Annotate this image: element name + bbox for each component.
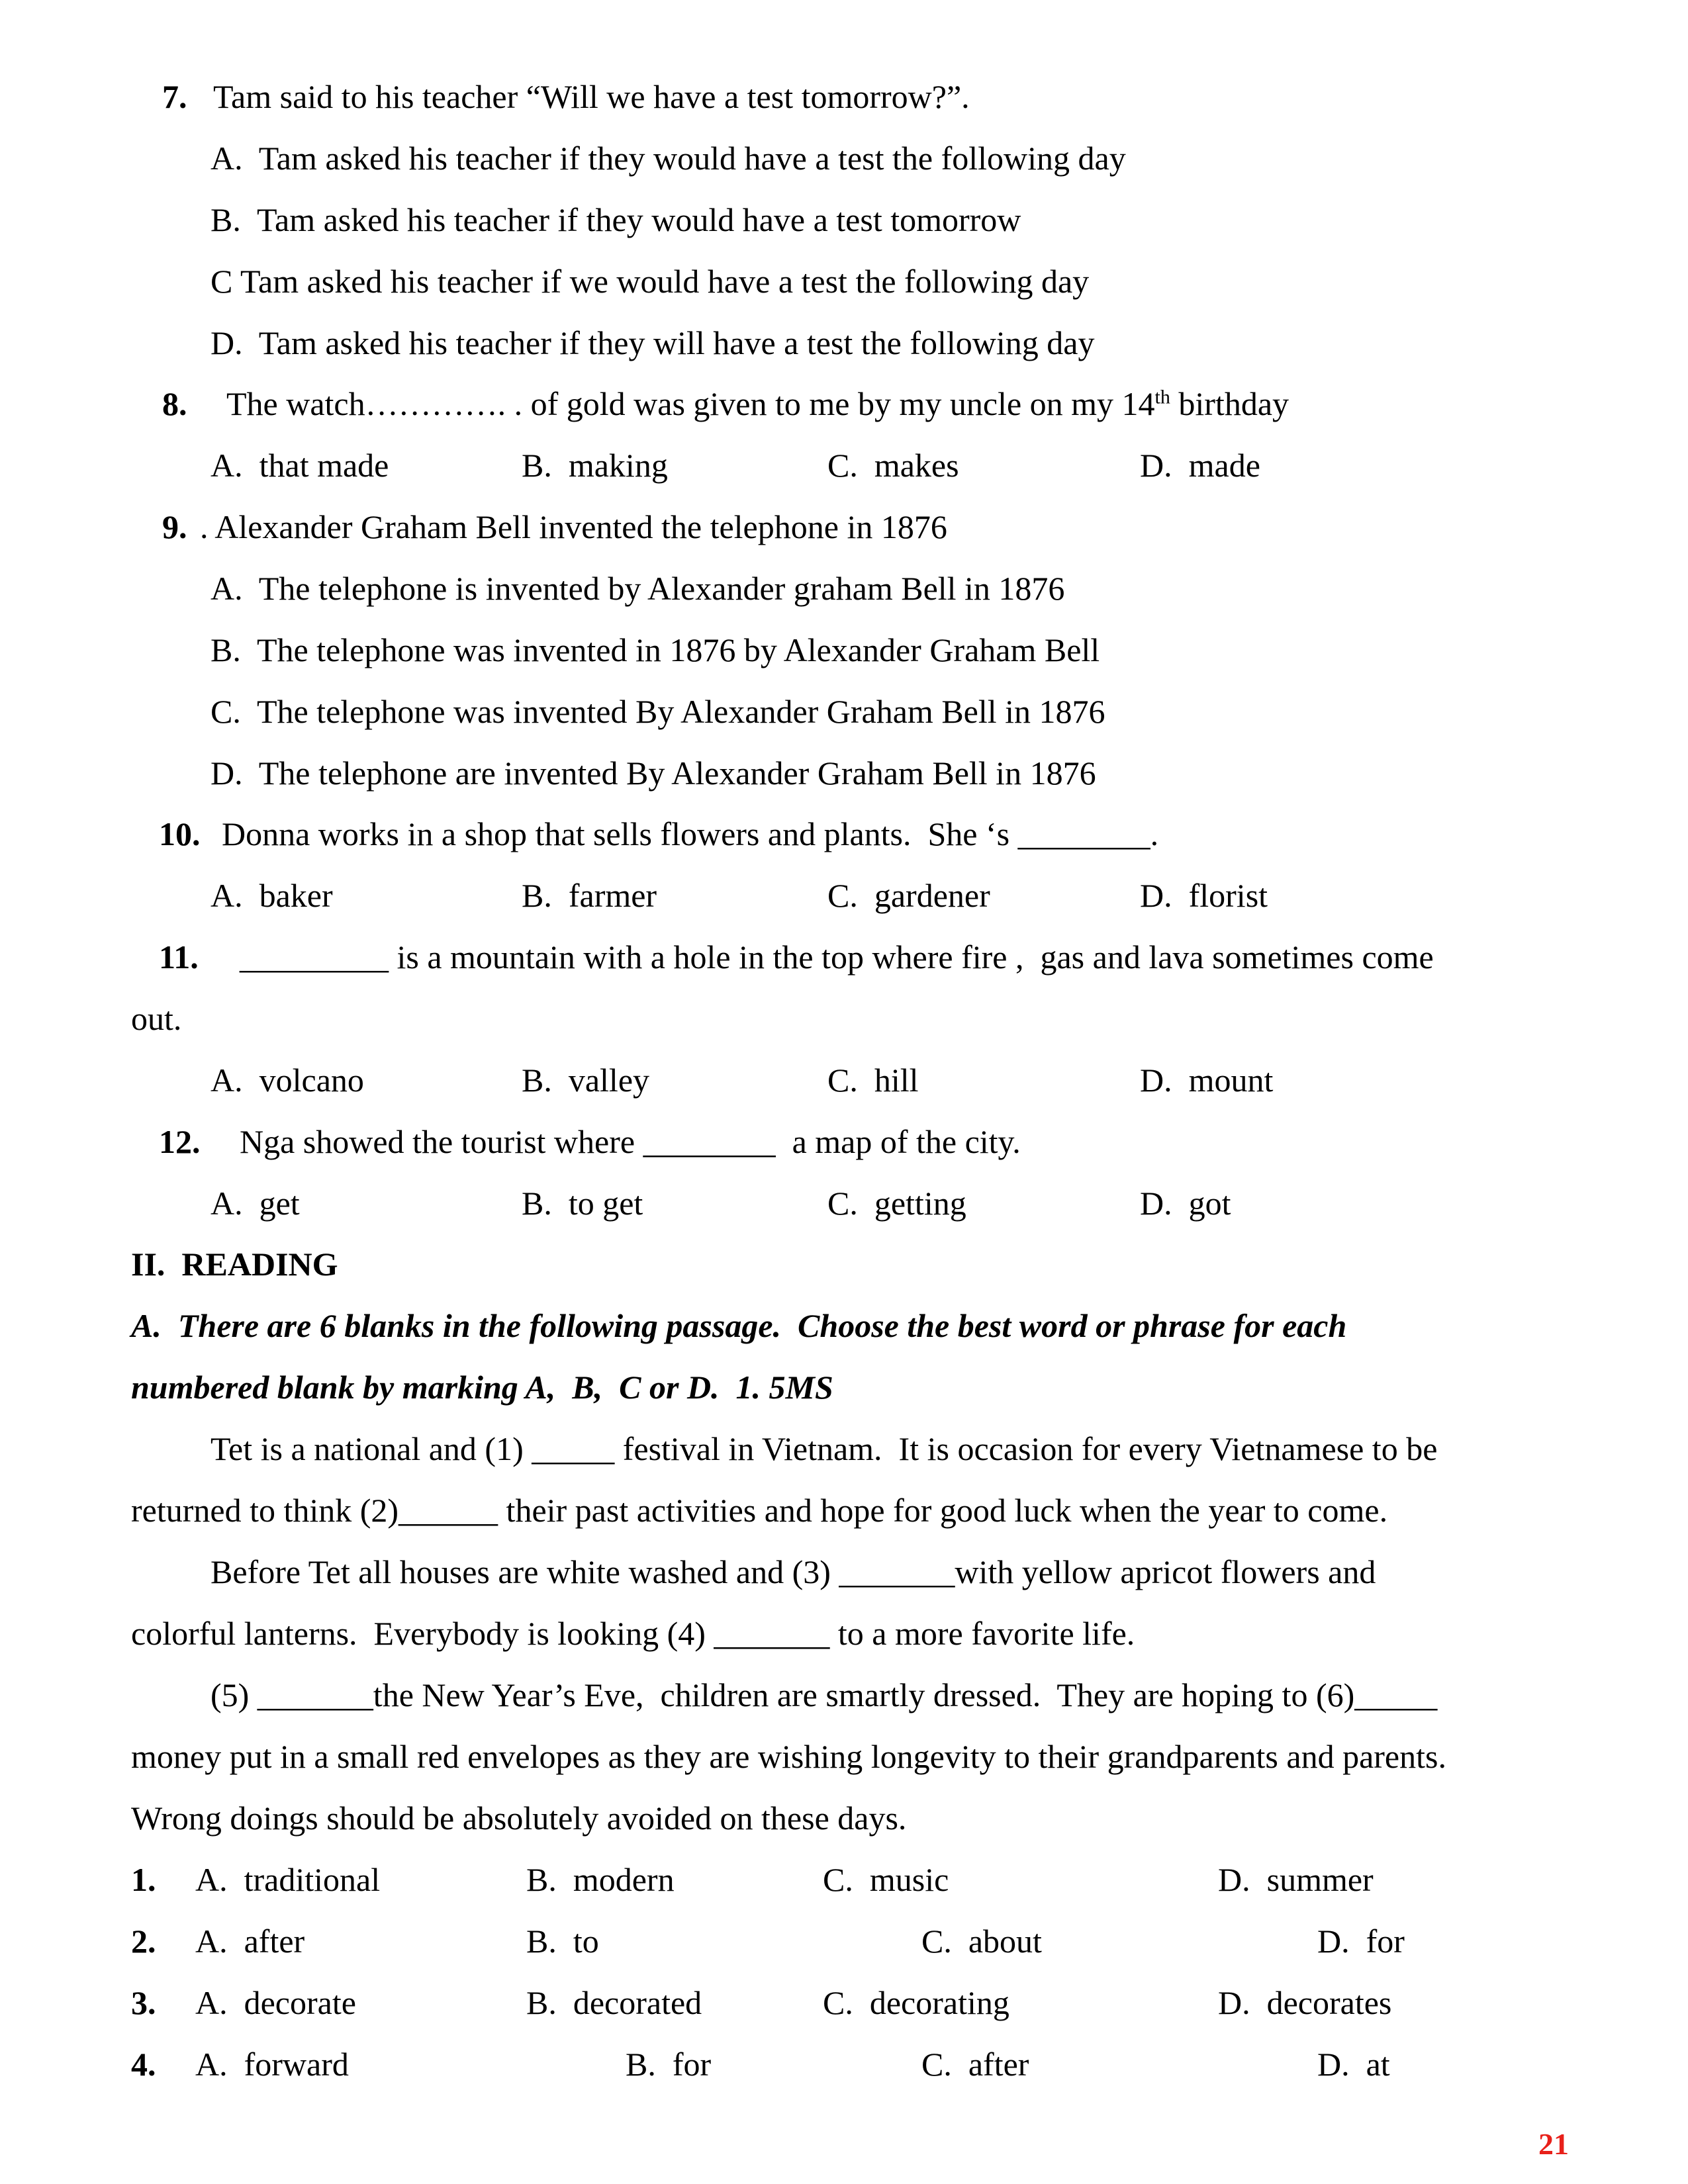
q9-option-c: C. The telephone was invented By Alexander Graham Bell in 1876 bbox=[211, 693, 1105, 730]
q7-option-c: C Tam asked his teacher if we would have a test the following day bbox=[211, 263, 1090, 300]
answer-1-option-c: C. music bbox=[823, 1861, 949, 1898]
q8-superscript: th bbox=[1154, 386, 1170, 408]
passage-line-5: (5) _______the New Year’s Eve, children are smartly dressed. They are hoping to (6)_____ bbox=[211, 1676, 1438, 1713]
answer-4-option-a: A. forward bbox=[195, 2046, 349, 2083]
q9-option-b: B. The telephone was invented in 1876 by Alexander Graham Bell bbox=[211, 631, 1100, 668]
q8-option-c: C. makes bbox=[827, 447, 959, 484]
q9-option-a: A. The telephone is invented by Alexander graham Bell in 1876 bbox=[211, 570, 1065, 607]
q10-number: 10. bbox=[159, 815, 201, 852]
q8-text-before: The watch…………. . of gold was given to me by my uncle on my 14 bbox=[226, 385, 1155, 422]
q8-number: 8. bbox=[162, 385, 187, 422]
q9-number: 9. bbox=[162, 508, 187, 545]
reading-instruction-line1: A. There are 6 blanks in the following passage. Choose the best word or phrase for each bbox=[131, 1307, 1347, 1344]
q8-text bbox=[226, 384, 1289, 424]
answer-3-number: 3. bbox=[131, 1984, 156, 2021]
answer-2-number: 2. bbox=[131, 1923, 156, 1960]
q9-text: . Alexander Graham Bell invented the telephone in 1876 bbox=[200, 508, 947, 545]
answer-3-option-d: D. decorates bbox=[1218, 1984, 1392, 2021]
q12-option-c: C. getting bbox=[827, 1185, 966, 1222]
passage-line-6: money put in a small red envelopes as they are wishing longevity to their grandparents and parents. bbox=[131, 1738, 1446, 1775]
q8-text-after: birthday bbox=[1170, 385, 1289, 422]
answer-2-option-a: A. after bbox=[195, 1923, 305, 1960]
answer-2-option-b: B. to bbox=[526, 1923, 599, 1960]
passage-line-2: returned to think (2)______ their past activities and hope for good luck when the year to come. bbox=[131, 1492, 1388, 1529]
q11-option-d: D. mount bbox=[1140, 1062, 1274, 1099]
q7-option-d: D. Tam asked his teacher if they will have a test the following day bbox=[211, 324, 1095, 361]
reading-heading: II. READING bbox=[131, 1246, 338, 1283]
answer-1-option-b: B. modern bbox=[526, 1861, 675, 1898]
q12-option-d: D. got bbox=[1140, 1185, 1231, 1222]
q10-option-a: A. baker bbox=[211, 877, 333, 914]
q12-option-b: B. to get bbox=[522, 1185, 643, 1222]
q7-option-b: B. Tam asked his teacher if they would have a test tomorrow bbox=[211, 201, 1021, 238]
q10-option-c: C. gardener bbox=[827, 877, 990, 914]
page-number: 21 bbox=[1538, 2127, 1569, 2161]
q8-option-a: A. that made bbox=[211, 447, 389, 484]
q12-text: Nga showed the tourist where ________ a map of the city. bbox=[240, 1123, 1021, 1160]
answer-4-option-d: D. at bbox=[1317, 2046, 1390, 2083]
q11-text-continued: out. bbox=[131, 1000, 182, 1037]
q8-option-b: B. making bbox=[522, 447, 668, 484]
answer-4-number: 4. bbox=[131, 2046, 156, 2083]
answer-2-option-d: D. for bbox=[1317, 1923, 1405, 1960]
passage-line-1: Tet is a national and (1) _____ festival in Vietnam. It is occasion for every Vietnamese to be bbox=[211, 1430, 1438, 1467]
q10-option-d: D. florist bbox=[1140, 877, 1268, 914]
q7-text: Tam said to his teacher “Will we have a test tomorrow?”. bbox=[213, 78, 970, 115]
answer-3-option-c: C. decorating bbox=[823, 1984, 1009, 2021]
q11-option-c: C. hill bbox=[827, 1062, 919, 1099]
passage-line-3: Before Tet all houses are white washed and (3) _______with yellow apricot flowers and bbox=[211, 1553, 1376, 1590]
q7-option-a: A. Tam asked his teacher if they would have a test the following day bbox=[211, 140, 1126, 177]
q8-option-d: D. made bbox=[1140, 447, 1260, 484]
q12-option-a: A. get bbox=[211, 1185, 300, 1222]
answer-3-option-a: A. decorate bbox=[195, 1984, 356, 2021]
passage-line-7: Wrong doings should be absolutely avoided on these days. bbox=[131, 1799, 907, 1837]
reading-instruction-line2: numbered blank by marking A, B, C or D. 1. 5MS bbox=[131, 1369, 833, 1406]
answer-1-option-a: A. traditional bbox=[195, 1861, 381, 1898]
answer-1-number: 1. bbox=[131, 1861, 156, 1898]
q12-number: 12. bbox=[159, 1123, 201, 1160]
q11-number: 11. bbox=[159, 938, 199, 976]
answer-4-option-b: B. for bbox=[626, 2046, 712, 2083]
q7-number: 7. bbox=[162, 78, 187, 115]
q11-option-b: B. valley bbox=[522, 1062, 650, 1099]
passage-line-4: colorful lanterns. Everybody is looking (4) _______ to a more favorite life. bbox=[131, 1615, 1135, 1652]
answer-4-option-c: C. after bbox=[921, 2046, 1029, 2083]
answer-2-option-c: C. about bbox=[921, 1923, 1042, 1960]
q9-option-d: D. The telephone are invented By Alexander Graham Bell in 1876 bbox=[211, 754, 1096, 792]
q11-text: _________ is a mountain with a hole in the top where fire , gas and lava sometimes come bbox=[240, 938, 1434, 976]
answer-1-option-d: D. summer bbox=[1218, 1861, 1374, 1898]
answer-3-option-b: B. decorated bbox=[526, 1984, 702, 2021]
q10-option-b: B. farmer bbox=[522, 877, 657, 914]
q11-option-a: A. volcano bbox=[211, 1062, 364, 1099]
q10-text: Donna works in a shop that sells flowers and plants. She ‘s ________. bbox=[222, 815, 1159, 852]
